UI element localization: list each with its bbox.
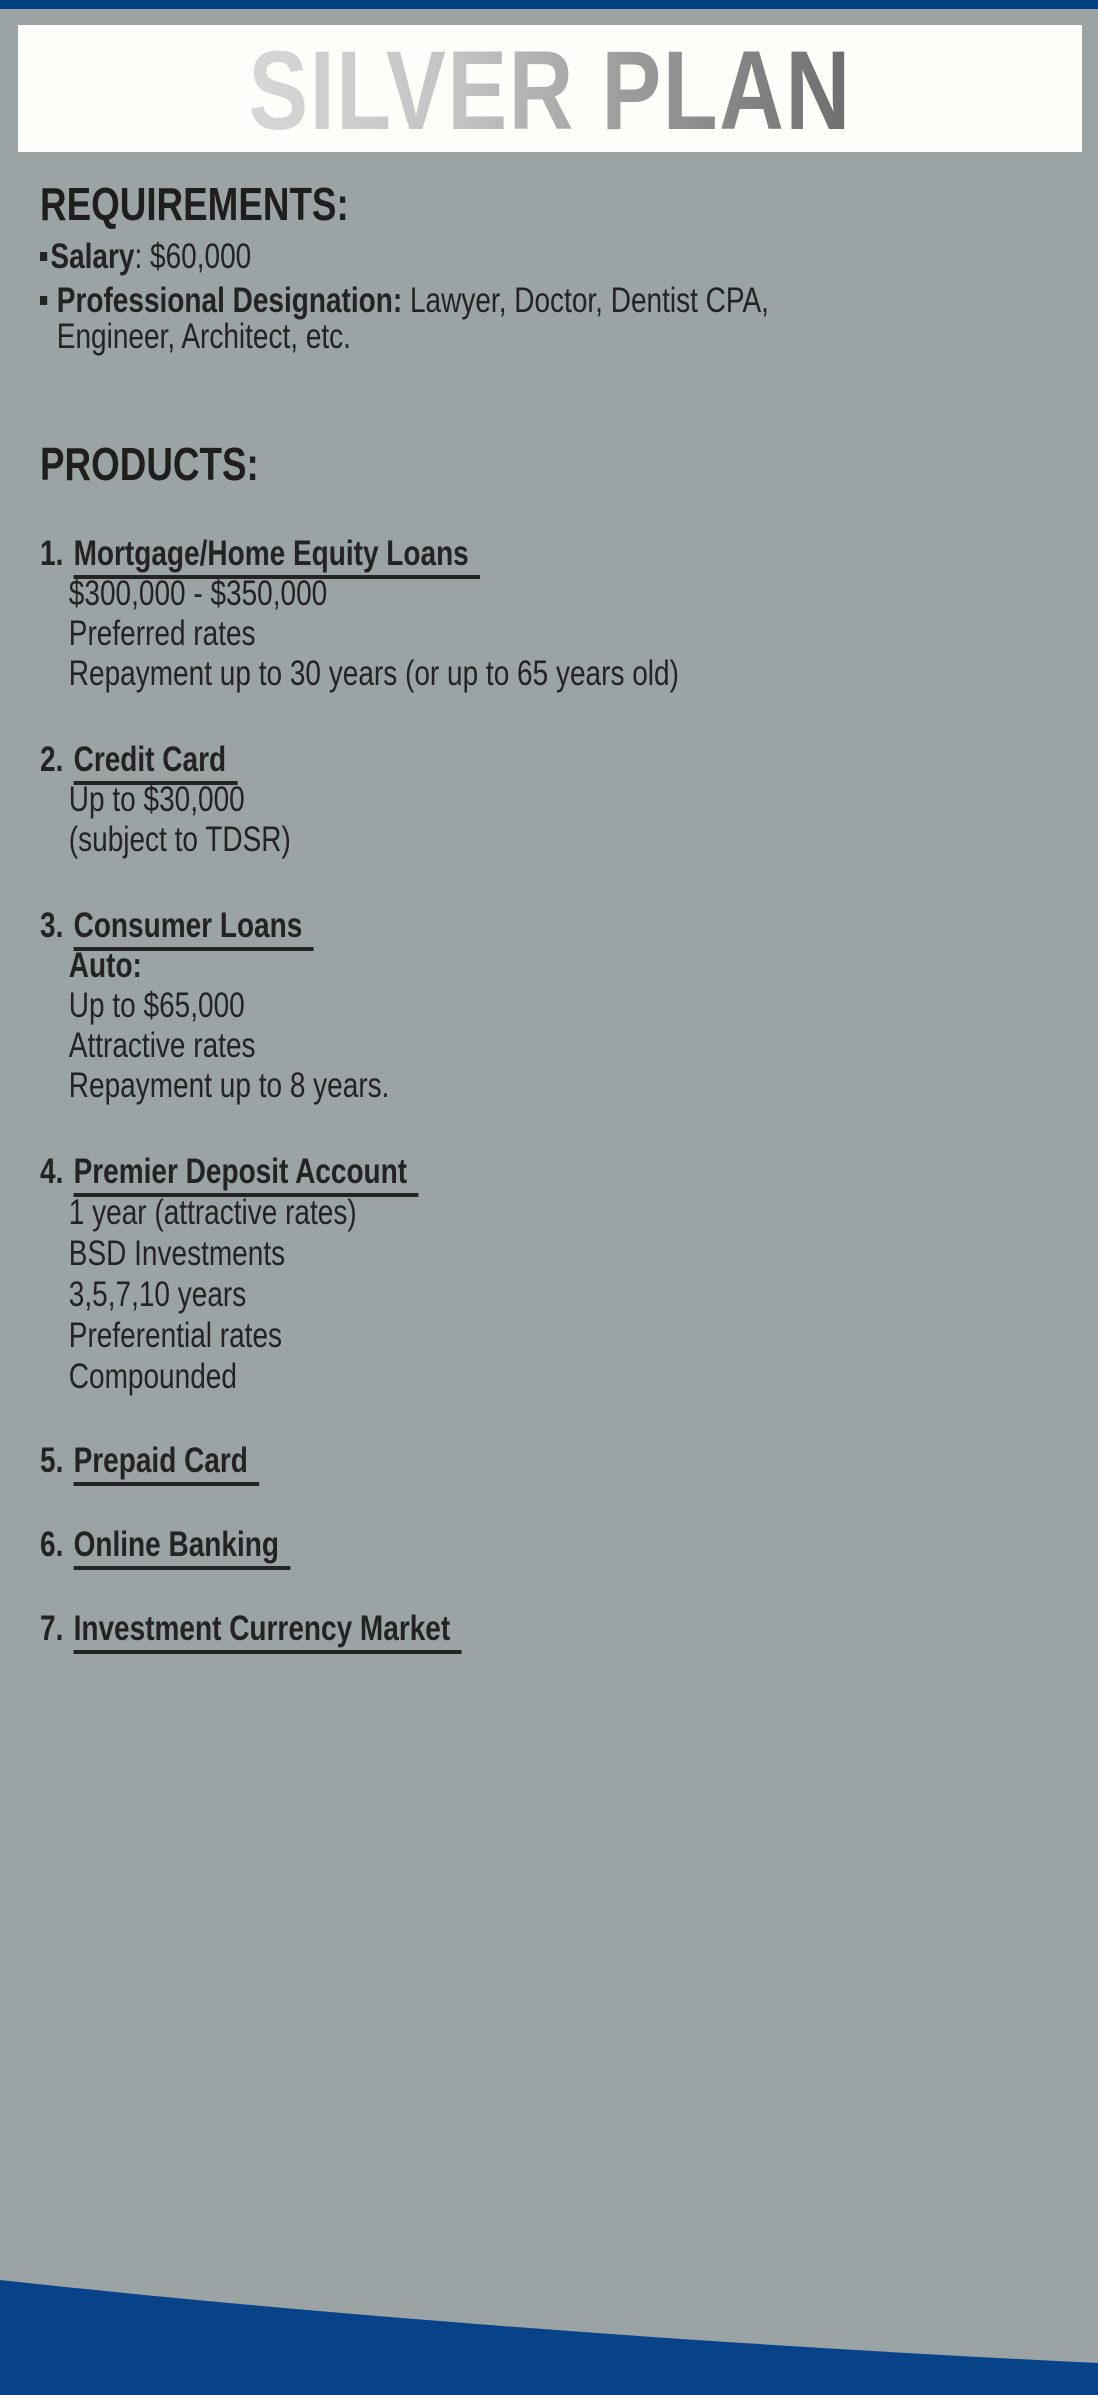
requirement-value: : $60,000 [134, 237, 252, 276]
product-title-row [40, 1525, 1098, 1565]
product-detail-line: Repayment up to 8 years. [68, 1066, 390, 1105]
product-item-consumer-loans [40, 906, 1098, 1106]
product-subheading: Auto: [68, 946, 142, 985]
product-detail-line: BSD Investments [68, 1234, 286, 1273]
requirement-label: Professional Designation: [56, 281, 403, 320]
product-detail-line: $300,000 - $350,000 [68, 574, 328, 613]
product-detail-line: Repayment up to 30 years (or up to 65 years old) [68, 654, 679, 693]
product-item-credit-card [40, 740, 1098, 860]
requirement-label: Salary [50, 237, 135, 276]
product-title: Credit Card [74, 740, 238, 785]
product-title: Premier Deposit Account [74, 1152, 419, 1197]
requirement-salary [40, 237, 1098, 277]
product-title: Mortgage/Home Equity Loans [74, 534, 480, 579]
product-number: 3. [40, 906, 64, 945]
product-detail-line: 3,5,7,10 years [68, 1275, 247, 1314]
square-bullet-icon [40, 296, 47, 305]
product-title-row [40, 740, 1098, 780]
product-detail-line: Up to $65,000 [68, 986, 245, 1025]
product-item-premier-deposit [40, 1152, 1098, 1397]
product-number: 5. [40, 1441, 64, 1480]
product-title: Online Banking [74, 1525, 291, 1570]
product-detail-line: Preferential rates [68, 1316, 283, 1355]
product-item-prepaid-card [40, 1441, 1098, 1481]
product-title-row [40, 1152, 1098, 1192]
product-item-investment-currency-market [40, 1609, 1098, 1649]
square-bullet-icon [40, 252, 47, 261]
requirement-value: Lawyer, Doctor, Dentist CPA, [402, 281, 769, 320]
product-title: Investment Currency Market [74, 1609, 462, 1654]
product-details [69, 780, 1098, 860]
product-detail-line: Attractive rates [68, 1026, 256, 1065]
product-title: Consumer Loans [74, 906, 314, 951]
requirement-salary-text [50, 237, 251, 277]
requirement-designation-text [57, 283, 769, 355]
product-detail-line: Up to $30,000 [68, 780, 245, 819]
product-title-row [40, 534, 1098, 574]
product-title-row [40, 1441, 1098, 1481]
requirement-professional-designation [40, 283, 1098, 355]
requirements-heading: REQUIREMENTS: [40, 178, 349, 230]
bottom-wave [0, 2245, 1098, 2395]
requirement-value-line2: Engineer, Architect, etc. [56, 317, 351, 356]
product-title-row [40, 906, 1098, 946]
top-accent-bar [0, 0, 1098, 9]
product-title: Prepaid Card [74, 1441, 259, 1486]
product-detail-line: (subject to TDSR) [68, 820, 291, 859]
product-item-online-banking [40, 1525, 1098, 1565]
product-number: 1. [40, 534, 64, 573]
plan-title: SILVER PLAN [248, 27, 852, 153]
product-detail-line: Compounded [68, 1357, 237, 1396]
product-detail-line: Preferred rates [68, 614, 256, 653]
product-number: 4. [40, 1152, 64, 1191]
product-title-row [40, 1609, 1098, 1649]
product-number: 7. [40, 1609, 64, 1648]
product-detail-line: 1 year (attractive rates) [68, 1193, 357, 1232]
content-area [0, 152, 1098, 1649]
header-banner [18, 25, 1082, 152]
products-heading: PRODUCTS: [40, 438, 259, 490]
product-details [69, 946, 1098, 1106]
product-details [69, 1192, 1098, 1397]
product-number: 2. [40, 740, 64, 779]
product-number: 6. [40, 1525, 64, 1564]
product-details [69, 574, 1098, 694]
product-item-mortgage [40, 534, 1098, 694]
